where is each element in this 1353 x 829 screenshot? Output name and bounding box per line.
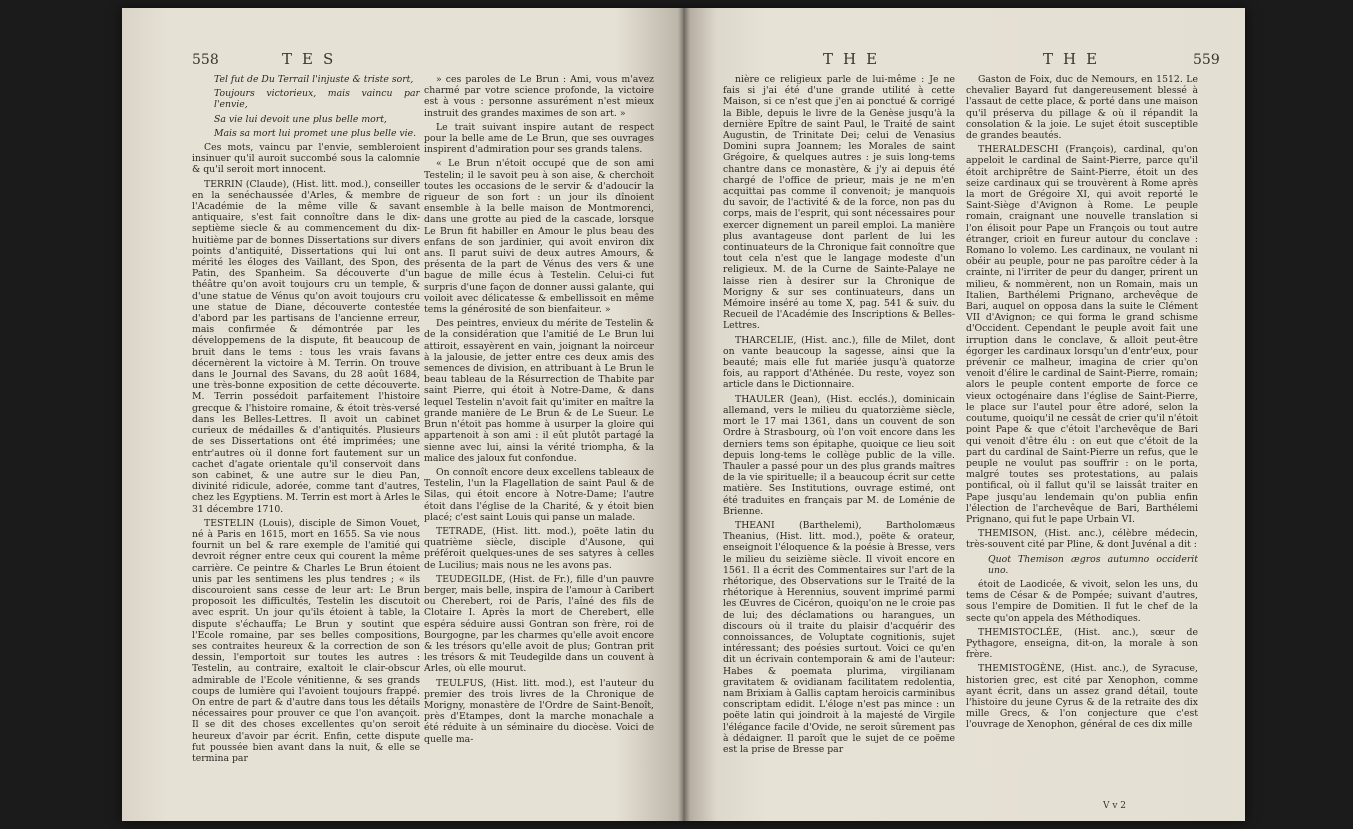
paragraph: Gaston de Foix, duc de Nemours, en 1512. Le chevalier Bayard fut dangereusement blessé à l'assaut de cette place, & porté dans une maison qu'il préserva du pillage & où il répandit la consolation & la joie. Le sujet étoit susceptible de grandes beautés.	[966, 74, 1198, 142]
signature-mark: V v 2	[1103, 801, 1127, 811]
entry-tetrade: TETRADE, (Hist. litt. mod.), poëte latin du quatrième siècle, disciple d'Ausone, qui préféroit quelques-unes de ses satyres à celles de Lucilius; mais nous ne les avons pas.	[424, 525, 654, 571]
right-page	[683, 8, 1245, 821]
entry-themison: THEMISON, (Hist. anc.), célèbre médecin, très-souvent cité par Pline, & dont Juvénal a dit :	[966, 528, 1198, 551]
entry-thauler: THAULER (Jean), (Hist. ecclés.), dominicain allemand, vers le milieu du quatorzième siècle, mort le 17 mai 1361, dans un couvent de son Ordre à Strasbourg, où l'on voit encore dans les derniers tems son épitaphe, quoique ce lieu soit depuis long-tems le collège public de la ville. Thauler a passé pour un des plus grands maîtres de la vie spirituelle; il a beaucoup écrit sur cette matière. Ses Institutions, ouvrage estimé, ont été traduites en français par M. de Loménie de Brienne.	[723, 393, 955, 517]
verse-line: Toujours victorieux, mais vaincu par l'envie,	[214, 88, 420, 111]
book-spread	[122, 8, 1245, 821]
running-head: THE	[1043, 50, 1108, 68]
page-number: 559	[1193, 52, 1220, 68]
paragraph: nière ce religieux parle de lui-même : Je ne fais si j'ai été d'une grande utilité à cette Maison, si ce n'est que j'en ai ponctué & corrigé la Bible, depuis le livre de la Genèse jusqu'à la dernière Epître de saint Paul, le Traité de saint Augustin, de Trinitate Dei; celui de Venasius Domini supra Joannem; les Morales de saint Grégoire, & quelques autres : je suis long-tems chantre dans ce monastère, & j'y ai depuis été chargé de l'office de prieur, mais je ne m'en acquittai pas comme il convenoit; je manquois du savoir, de l'activité & de la force, non pas du corps, mais de l'esprit, qui sont nécessaires pour exercer dignement un pareil emploi. La manière plus avantageuse dont parlent de lui les continuateurs de la Chronique fait connoître que tout cela n'est que le langage modeste d'un religieux. M. de la Curne de Sainte-Palaye ne laisse rien à desirer sur la Chronique de Morigny & sur ses continuateurs, dans un Mémoire inséré au tome X, pag. 541 & suiv. du Recueil de l'Académie des Inscriptions & Belles-Lettres.	[723, 74, 955, 332]
verse-line: Tel fut de Du Terrail l'injuste & triste sort,	[214, 74, 414, 85]
paragraph: « Le Brun n'étoit occupé que de son ami Testelin; il le savoit peu à son aise, & cherchoit toutes les occasions de le servir & d'adoucir la rigueur de son fort : un jour ils dînoient ensemble à la belle maison de Montmorenci, dans une grotte au pied de la cascade, lorsque Le Brun fit habiller en Amour le plus beau des enfans de son jardinier, qui avoit environ dix ans. Il parut suivi de deux autres Amours, & présenta de la part de Vénus des vers & une bague de mille écus à Testelin. Celui-ci fut surpris d'une façon de donner aussi galante, qui voiloit avec délicatesse & embellissoit en même tems la générosité de son bienfaiteur. »	[424, 158, 654, 316]
entry-theraldeschi: THERALDESCHI (François), cardinal, qu'on appeloit le cardinal de Saint-Pierre, parce qu'il étoit archiprêtre de Saint-Pierre, étoit un des seize cardinaux qui se trouvèrent à Rome après la mort de Grégoire XI, qui avoit reporté le Saint-Siège d'Avignon à Rome. Le peuple romain, craignant une nouvelle translation si l'on élisoit pour Pape un François ou tout autre étranger, crioit en fureur autour du conclave : Romano lo volemo. Les cardinaux, ne voulant ni obéir au peuple, pour ne pas paroître céder à la crainte, ni l'irriter de peur du danger, prirent un milieu, & nommèrent, non un Romain, mais un Italien, Barthélemi Prignano, archevêque de Bari, auquel on opposa dans la suite le Clément VII d'Avignon; ce qui forma le grand schisme d'Occident. Cependant le peuple avoit fait une irruption dans le conclave, & alloit peut-être égorger les cardinaux lorsqu'un d'entr'eux, pour prévenir ce malheur, imagina de crier qu'on venoit d'élire le cardinal de Saint-Pierre, romain; alors le peuple content emporte de force ce vieux octogénaire dans l'église de Saint-Pierre, le place sur l'autel pour être adoré, selon la coutume, quoiqu'il ne cessât de crier qu'il n'étoit point Pape & que c'étoit l'archevêque de Bari qui venoit d'être élu : on eut que c'étoit de la part du cardinal de Saint-Pierre un refus, que le peuple ne voulut pas souffrir : on le porta, malgré toutes ses protestations, au palais pontifical, où il fallut qu'il se laissât traiter en Pape jusqu'au lendemain qu'on publia enfin l'élection de l'archevêque de Bari, Barthélemi Prignano, qui fut le pape Urbain VI.	[966, 144, 1198, 525]
running-head: THE	[823, 50, 888, 68]
paragraph: Des peintres, envieux du mérite de Testelin & de la considération que l'amitié de Le Brun lui attiroit, essayèrent en vain, joignant la noirceur à la jalousie, de jetter entre ces deux amis des semences de division, en attribuant à Le Brun le beau tableau de la Résurrection de Thabite par saint Pierre, qui étoit à Notre-Dame, & dans lequel Testelin n'avoit fait qu'imiter en maître la grande manière de Le Brun & de Le Sueur. Le Brun n'étoit pas homme à usurper la gloire qui appartenoit à son ami : il eût plutôt partagé la sienne avec lui, ainsi la vérité triompha, & la malice des jaloux fut confondue.	[424, 318, 654, 464]
entry-themistogene: THEMISTOGÈNE, (Hist. anc.), de Syracuse, historien grec, est cité par Xenophon, comme ayant écrit, dans un assez grand détail, toute l'histoire du jeune Cyrus & de la retraite des dix mille Grecs, & l'on conjecture que c'est l'ouvrage de Xenophon, général de ces dix mille	[966, 663, 1198, 731]
page-number: 558	[192, 52, 219, 68]
left-page	[122, 8, 683, 821]
verse-block	[192, 74, 420, 139]
right-column-1	[723, 74, 955, 814]
paragraph: Le trait suivant inspire autant de respect pour la belle ame de Le Brun, que ses ouvrages inspirent d'admiration pour ses grands talens.	[424, 121, 654, 156]
entry-tharcelie: THARCELIE, (Hist. anc.), fille de Milet, dont on vante beaucoup la sagesse, ainsi que la beauté; mais elle fut mariée jusqu'à quatorze fois, au rapport d'Athénée. Du reste, voyez son article dans le Dictionnaire.	[723, 334, 955, 391]
paragraph: étoit de Laodicée, & vivoit, selon les uns, du tems de César & de Pompée; suivant d'autres, sous l'empire de Domitien. Il fut le chef de la secte qu'on appela des Méthodiques.	[966, 578, 1198, 624]
entry-theani: THEANI (Barthelemi), Bartholomæus Theanius, (Hist. litt. mod.), poëte & orateur, enseignoit l'éloquence & la poésie à Bresse, vers le milieu du seizième siècle. Il vivoit encore en 1561. Il a écrit des Commentaires sur l'art de la rhétorique, des Observations sur le Traité de la rhétorique à Herennius, souvent imprimé parmi les Œuvres de Cicéron, quoiqu'on ne le croie pas de lui; des déclamations ou harangues, un discours où il traite du plaisir d'acquérir des connoissances, de Voluptate cognitionis, sujet intéressant; des poésies surtout. Voici ce qu'en dit un écrivain contemporain & ami de l'auteur: Habes & poemata plurima, virgilianam gravitatem & ovidianam facilitatem redolentia, nam Brixiam à Gallis captam heroicis carminibus conscriptam edidit. L'éloge n'est pas mince : un poëte latin qui joindroit à la majesté de Virgile l'élégance facile d'Ovide, ne seroit sûrement pas à dédaigner. Il paroît que le sujet de ce poëme est la prise de Bresse par	[723, 519, 955, 755]
running-head: TES	[282, 50, 344, 68]
left-column-1	[192, 74, 420, 814]
verse-line: Sa vie lui devoit une plus belle mort,	[214, 113, 387, 125]
quotation: Quot Themison ægros autumno occiderit uno.	[988, 553, 1198, 576]
verse-line: Mais sa mort lui promet une plus belle vie.	[214, 127, 417, 139]
entry-teulfus: TEULFUS, (Hist. litt. mod.), est l'auteur du premier des trois livres de la Chronique de Morigny, monastère de l'Ordre de Saint-Benoît, près d'Etampes, dont la marche monachale a été réduite à un séminaire du diocèse. Voici de quelle ma-	[424, 677, 654, 745]
right-column-2	[966, 74, 1198, 814]
entry-testelin: TESTELIN (Louis), disciple de Simon Vouet, né à Paris en 1615, mort en 1655. Sa vie nous fournit un bel & rare exemple de l'amitié qui devroit régner entre ceux qui courent la même carrière. Ce peintre & Charles Le Brun étoient unis par les sentimens les plus tendres ; « ils discouroient sans cesse de leur art: Le Brun proposoit les difficultés, Testelin les discutoit avec esprit. Un jour qu'ils étoient à table, la dispute s'échauffa; Le Brun y soutint que l'Ecole romaine, par ses belles compositions, ses contraites heureux & la correction de son dessin, l'emportoit sur toutes les autres : Testelin, au contraire, exaltoit le clair-obscur admirable de l'Ecole vénitienne, & ses grands coups de lumière qui l'avoient toujours frappé. On entre de part & d'autre dans tous les détails nécessaires pour prouver ce que l'on avançoit. Il se dit des choses excellentes qu'on seroit heureux d'avoir par écrit. Enfin, cette dispute fut poussée bien avant dans la nuit, & elle se termina par	[192, 517, 420, 764]
book-gutter	[678, 8, 690, 821]
entry-themistoclee: THEMISTOCLÉE, (Hist. anc.), sœur de Pythagore, enseigna, dit-on, la morale à son frère.	[966, 626, 1198, 661]
entry-terrin: TERRIN (Claude), (Hist. litt. mod.), conseiller en la senéchaussée d'Arles, & membre de l'Académie de la même ville & savant antiquaire, s'est fait connoître dans le dix-septième siecle & au commencement du dix-huitième par de bonnes Dissertations sur divers points d'antiquité, Dissertations qui lui ont mérité les éloges des Vaillant, des Spon, des Patin, des Spanheim. Sa découverte d'un théâtre qu'on avoit toujours cru un temple, & d'une statue de Vénus qu'on avoit toujours cru une statue de Diane, découverte contestée d'abord par les partisans de l'ancienne erreur, mais confirmée & démontrée par les développemens de la dispute, fit beaucoup de bruit dans le tems : tous les vrais favans décernèrent la victoire à M. Terrin. On trouve dans le Journal des Savans, du 28 août 1684, une très-bonne exposition de cette découverte. M. Terrin possédoit parfaitement l'histoire grecque & l'histoire romaine, & étoit très-versé dans les Belles-Lettres. Il avoit un cabinet curieux de médailles & d'antiquités. Plusieurs de ses Dissertations ont été imprimées; une entr'autres où il donne fort fautement sur un cachet d'agate orientale qu'il conservoit dans son cabinet, & une autre sur le dieu Pan, divinité ridicule, adorée, comme tant d'autres, chez les Egyptiens. M. Terrin est mort à Arles le 31 décembre 1710.	[192, 178, 420, 515]
left-column-2	[424, 74, 654, 814]
paragraph: Ces mots, vaincu par l'envie, sembleroient insinuer qu'il auroit succombé sous la calomnie & qu'il seroit mort innocent.	[192, 142, 420, 176]
paragraph: » ces paroles de Le Brun : Ami, vous m'avez charmé par votre science profonde, la victoire est à vous : personne assurément n'est mieux instruit des grandes maximes de son art. »	[424, 74, 654, 119]
entry-teudegilde: TEUDEGILDE, (Hist. de Fr.), fille d'un pauvre berger, mais belle, inspira de l'amour à Caribert ou Cherebert, roi de Paris, l'aîné des fils de Clotaire I. Après la mort de Cherebert, elle espéra séduire aussi Gontran son frère, roi de Bourgogne, par les charmes qu'elle avoit encore & les trésors qu'elle avoit de plus; Gontran prit les trésors & mit Teudegilde dans un couvent à Arles, où elle mourut.	[424, 573, 654, 675]
paragraph: On connoît encore deux excellens tableaux de Testelin, l'un la Flagellation de saint Paul & de Silas, qui étoit encore à Notre-Dame; l'autre étoit dans l'église de la Charité, & y étoit bien placé; c'est saint Louis qui panse un malade.	[424, 466, 654, 523]
